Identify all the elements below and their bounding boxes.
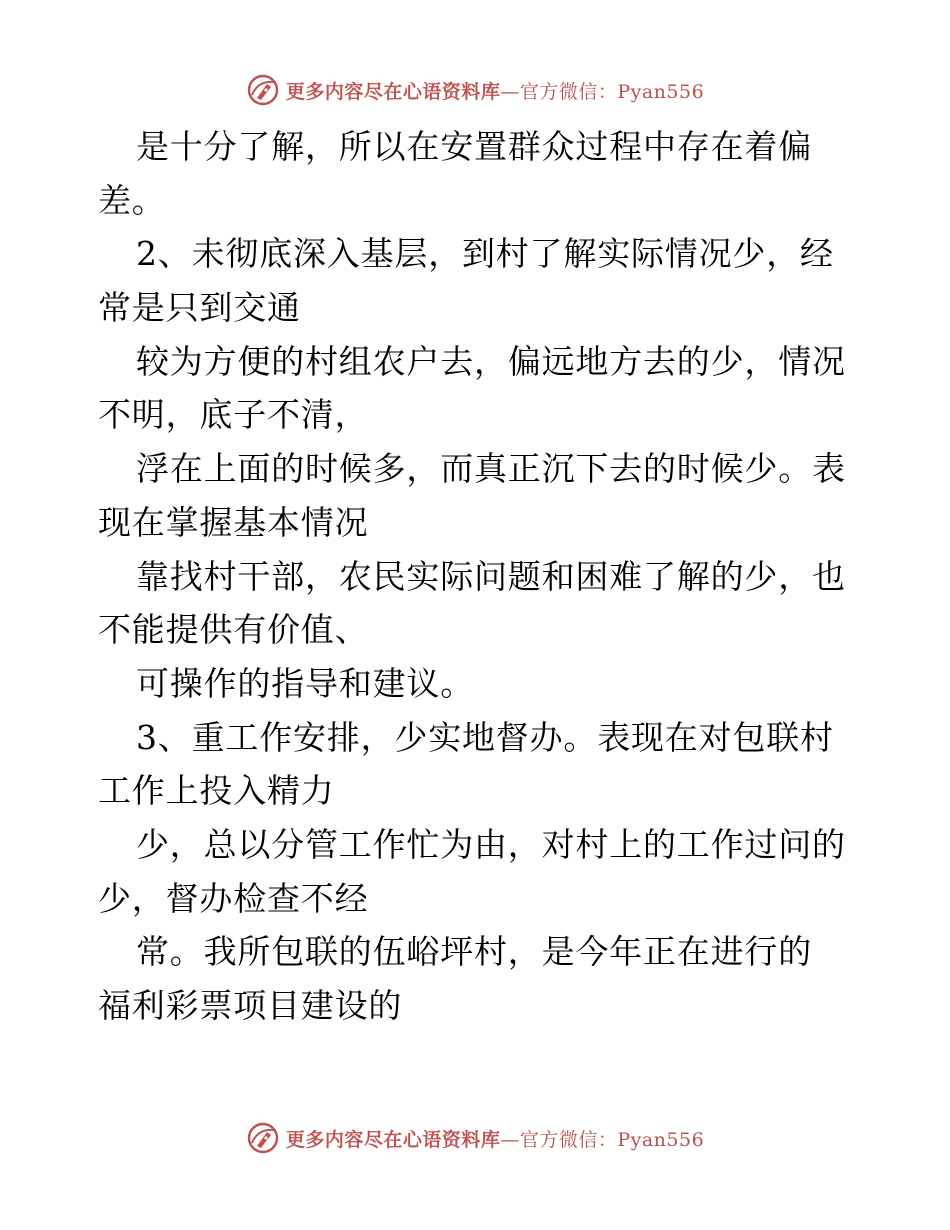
pen-nib-logo-icon: [246, 1121, 280, 1155]
footer-watermark: [0, 1118, 950, 1158]
document-body: [98, 120, 868, 1033]
text-line: 常。我所包联的伍峪坪村，是今年正在进行的: [136, 932, 812, 972]
text-line: 少，总以分管工作忙为由，对村上的工作过问的: [136, 824, 846, 864]
text-line: 靠找村干部，农民实际问题和困难了解的少，也: [136, 556, 846, 596]
text-line: 工作上投入精力: [98, 771, 335, 811]
watermark-separator: —: [500, 1128, 520, 1151]
header-watermark: [0, 70, 950, 110]
watermark-separator: —: [500, 80, 520, 103]
watermark-text: [286, 1125, 704, 1152]
text-line: 不明，底子不清，: [98, 395, 369, 435]
text-line: 是十分了解，所以在安置群众过程中存在着偏: [136, 127, 812, 166]
watermark-brand: 更多内容尽在心语资料库: [285, 80, 501, 103]
text-line: 差。: [98, 180, 166, 220]
text-line: 不能提供有价值、: [98, 610, 369, 650]
watermark-wechat: 官方微信：Pyan556: [519, 1128, 705, 1151]
text-line: 较为方便的村组农户去，偏远地方去的少，情况: [136, 341, 846, 381]
text-line: 2、未彻底深入基层，到村了解实际情况少，经: [136, 234, 834, 274]
watermark-brand: 更多内容尽在心语资料库: [285, 1128, 501, 1151]
pen-nib-logo-icon: [246, 73, 280, 107]
text-line: 3、重工作安排，少实地督办。表现在对包联村: [136, 717, 834, 757]
text-line: 少，督办检查不经: [98, 878, 369, 918]
text-line: 浮在上面的时候多，而真正沉下去的时候少。表: [136, 449, 846, 489]
text-line: 可操作的指导和建议。: [136, 663, 474, 703]
watermark-wechat: 官方微信：Pyan556: [519, 80, 705, 103]
text-line: 常是只到交通: [98, 288, 301, 328]
text-line: 现在掌握基本情况: [98, 502, 369, 542]
watermark-text: [286, 77, 704, 104]
text-line: 福利彩票项目建设的: [98, 986, 403, 1025]
